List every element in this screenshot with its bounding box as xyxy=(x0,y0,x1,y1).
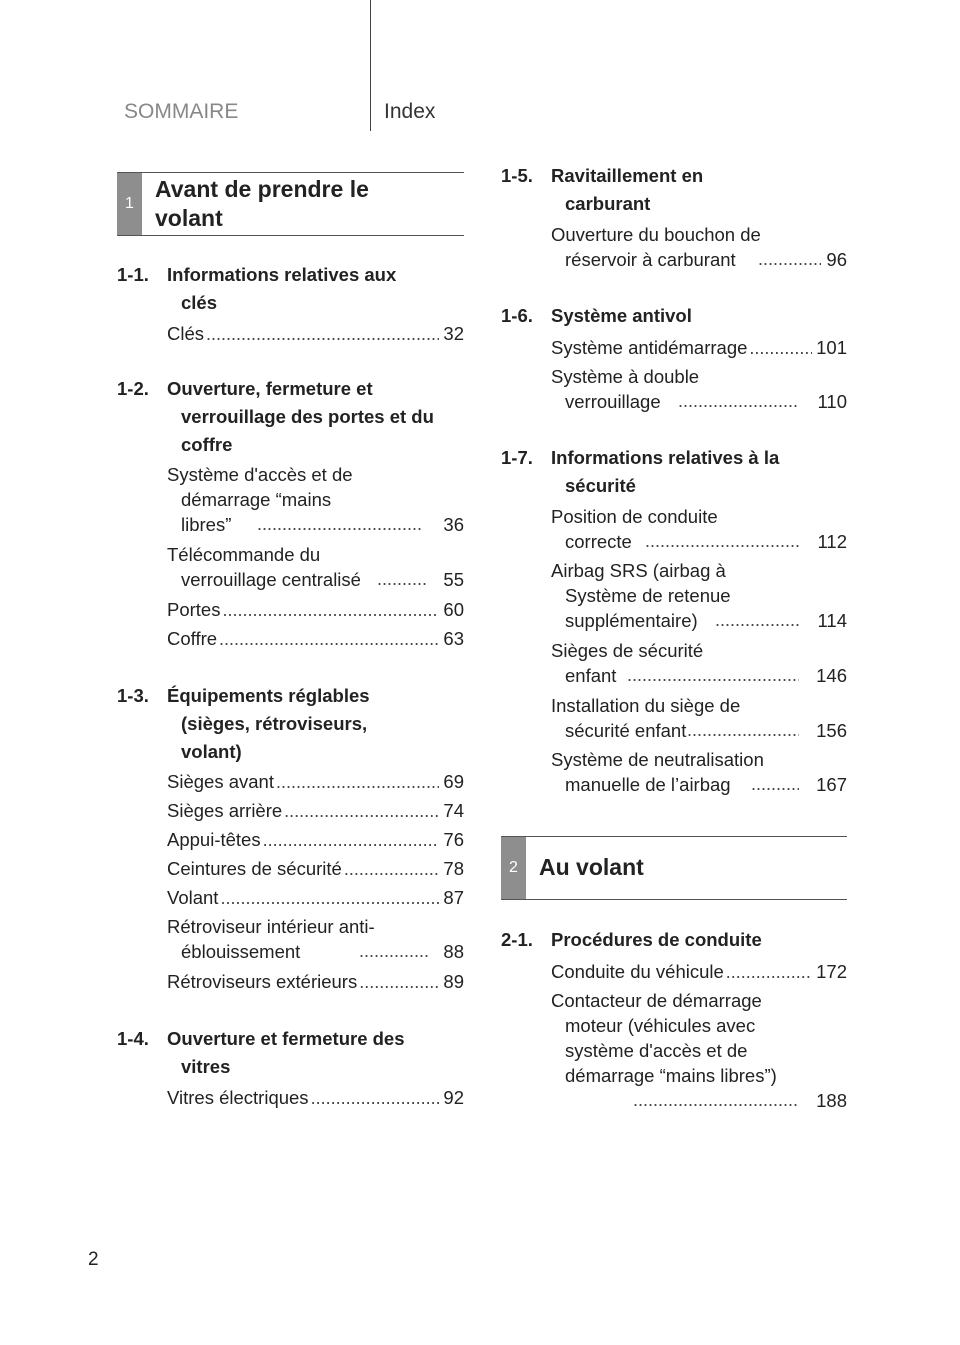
entry-text: Rétroviseur intérieur anti-éblouissement xyxy=(167,916,375,962)
dot-leader xyxy=(627,663,799,688)
entry-text: Système de neutralisation manuelle de l’airbag xyxy=(551,749,764,795)
entry-page: 96 xyxy=(826,249,847,270)
entry-page: 156 xyxy=(816,720,847,741)
section-title: Informations relatives à la sécurité xyxy=(551,447,780,496)
toc-entry[interactable] xyxy=(167,969,464,995)
index-link[interactable]: Index xyxy=(384,100,436,123)
toc-entry[interactable] xyxy=(167,914,464,964)
toc-entry[interactable] xyxy=(167,885,464,911)
toc-entry[interactable] xyxy=(167,798,464,824)
section-number: 1-7. xyxy=(501,447,533,468)
entry-page: 63 xyxy=(443,628,464,649)
section-number: 1-3. xyxy=(117,685,149,706)
entry-page: 146 xyxy=(816,665,847,686)
toc-entry[interactable] xyxy=(167,597,464,623)
header-divider xyxy=(370,0,371,131)
entry-text: Télécommande du verrouillage centralisé xyxy=(167,544,361,590)
entry-text: Système antidémarrage xyxy=(551,337,748,358)
entry-text: Sièges arrière xyxy=(167,800,283,821)
entry-page: 69 xyxy=(443,771,464,792)
entry-page: 92 xyxy=(443,1087,464,1108)
section-title: Ravitaillement en carburant xyxy=(551,165,704,214)
dot-leader xyxy=(359,939,428,964)
toc-entry[interactable] xyxy=(167,827,464,853)
sommaire-link[interactable]: SOMMAIRE xyxy=(124,100,239,123)
entry-page: 78 xyxy=(443,858,464,879)
dot-leader xyxy=(276,770,439,795)
dot-leader xyxy=(359,970,439,995)
dot-leader xyxy=(687,718,799,743)
chapter-header-1 xyxy=(117,172,464,236)
toc-entry[interactable] xyxy=(551,747,847,797)
dot-leader xyxy=(257,512,422,537)
entry-page: 88 xyxy=(443,941,464,962)
entry-page: 87 xyxy=(443,887,464,908)
section-number: 1-4. xyxy=(117,1028,149,1049)
dot-leader xyxy=(220,886,439,911)
entry-text: Appui-têtes xyxy=(167,829,261,850)
toc-entry[interactable] xyxy=(551,638,847,688)
entry-text: Airbag SRS (airbag à Système de retenue supplémentaire) xyxy=(551,560,731,631)
dot-leader xyxy=(633,1088,799,1113)
entry-text: Ouverture du bouchon de réservoir à carburant xyxy=(551,224,761,270)
section-title: Informations relatives aux clés xyxy=(167,264,397,313)
dot-leader xyxy=(311,1086,440,1111)
dot-leader xyxy=(222,598,439,623)
dot-leader xyxy=(726,960,812,985)
chapter-header-2 xyxy=(501,836,847,900)
section-number: 1-2. xyxy=(117,378,149,399)
toc-entry[interactable] xyxy=(551,558,847,633)
entry-page: 55 xyxy=(443,569,464,590)
chapter-title: Avant de prendre le volant xyxy=(155,176,369,231)
dot-leader xyxy=(758,247,821,272)
entry-text: Installation du siège de sécurité enfant xyxy=(551,695,741,741)
dot-leader xyxy=(344,857,440,882)
section-title: Système antivol xyxy=(551,305,692,326)
toc-entry[interactable] xyxy=(551,988,847,1111)
section-title: Procédures de conduite xyxy=(551,929,762,950)
toc-entry[interactable] xyxy=(167,626,464,652)
section-title: Ouverture et fermeture des vitres xyxy=(167,1028,405,1077)
dot-leader xyxy=(377,567,428,592)
entry-page: 172 xyxy=(816,961,847,982)
section-number: 1-6. xyxy=(501,305,533,326)
toc-entry[interactable] xyxy=(551,959,847,985)
entry-text: Système d'accès et de démarrage “mains libres” xyxy=(167,464,353,535)
section-number: 1-1. xyxy=(117,264,149,285)
entry-text: Conduite du véhicule xyxy=(551,961,724,982)
entry-page: 110 xyxy=(817,391,847,412)
entry-text: Ceintures de sécurité xyxy=(167,858,342,879)
entry-page: 60 xyxy=(443,599,464,620)
entry-page: 32 xyxy=(443,323,464,344)
toc-entry[interactable] xyxy=(167,321,464,347)
chapter-number-badge: 2 xyxy=(501,837,526,899)
toc-entry[interactable] xyxy=(167,462,464,535)
entry-text: Contacteur de démarrage moteur (véhicules avec système d'accès et de démarrage “mains libres”) xyxy=(551,990,777,1086)
entry-page: 36 xyxy=(443,514,464,535)
toc-entry[interactable] xyxy=(551,222,847,272)
entry-text: Sièges de sécurité enfant xyxy=(551,640,704,686)
section-number: 2-1. xyxy=(501,929,533,950)
dot-leader xyxy=(263,828,440,853)
section-number: 1-5. xyxy=(501,165,533,186)
entry-text: Portes xyxy=(167,599,221,620)
dot-leader xyxy=(749,336,812,361)
entry-page: 89 xyxy=(443,971,464,992)
entry-page: 167 xyxy=(816,774,847,795)
dot-leader xyxy=(645,529,799,554)
toc-entry[interactable] xyxy=(551,364,847,414)
dot-leader xyxy=(206,322,439,347)
toc-entry[interactable] xyxy=(167,769,464,795)
entry-text: Clés xyxy=(167,323,205,344)
dot-leader xyxy=(715,608,799,633)
entry-text: Vitres électriques xyxy=(167,1087,309,1108)
toc-entry[interactable] xyxy=(167,856,464,882)
entry-text: Sièges avant xyxy=(167,771,274,792)
toc-entry[interactable] xyxy=(551,504,847,554)
section-title: Équipements réglables (sièges, rétroviseurs, volant) xyxy=(167,685,370,762)
section-title: Ouverture, fermeture et verrouillage des portes et du coffre xyxy=(167,378,434,455)
entry-page: 188 xyxy=(816,1090,847,1111)
chapter-number-badge: 1 xyxy=(117,173,142,235)
dot-leader xyxy=(678,389,799,414)
entry-page: 76 xyxy=(443,829,464,850)
entry-text: Position de conduite correcte xyxy=(551,506,718,552)
entry-page: 74 xyxy=(443,800,464,821)
entry-text: Système à double verrouillage xyxy=(551,366,700,412)
entry-text: Rétroviseurs extérieurs xyxy=(167,971,358,992)
toc-entry[interactable] xyxy=(551,335,847,361)
chapter-title: Au volant xyxy=(539,854,644,880)
page-number: 2 xyxy=(88,1249,99,1270)
entry-page: 114 xyxy=(817,610,847,631)
toc-entry[interactable] xyxy=(167,542,464,592)
dot-leader xyxy=(751,772,799,797)
entry-page: 112 xyxy=(817,531,847,552)
toc-entry[interactable] xyxy=(551,693,847,743)
toc-entry[interactable] xyxy=(167,1085,464,1111)
dot-leader xyxy=(284,799,439,824)
entry-text: Coffre xyxy=(167,628,218,649)
entry-page: 101 xyxy=(816,337,847,358)
entry-text: Volant xyxy=(167,887,219,908)
dot-leader xyxy=(219,627,439,652)
